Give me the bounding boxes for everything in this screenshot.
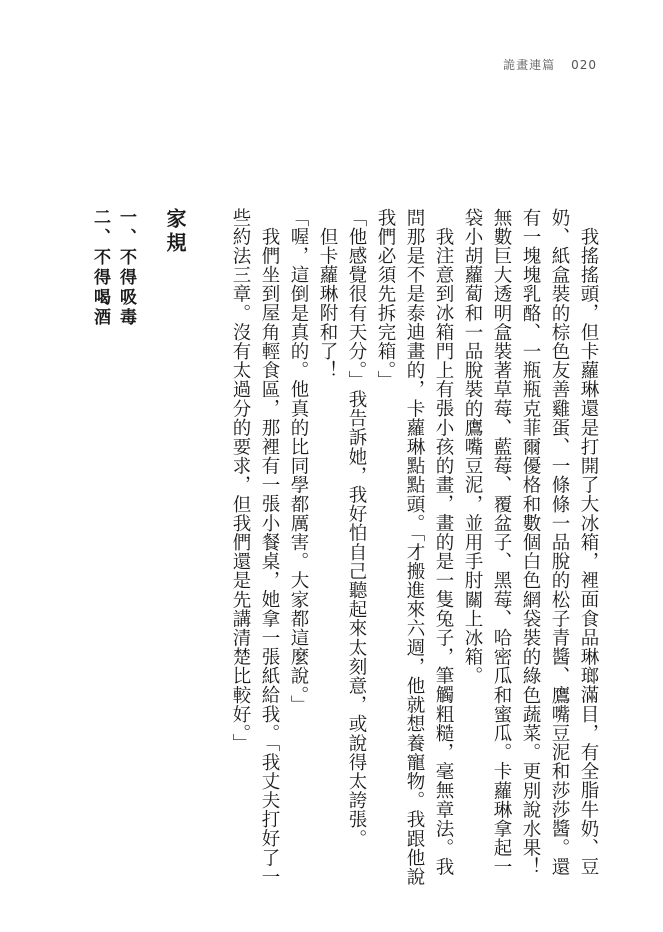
paragraph: 但卡蘿琳附和了！: [317, 226, 338, 380]
body-text: [183, 208, 603, 888]
house-rule-item: 一、不得吸毒: [116, 208, 136, 328]
house-rule-item: 二、不得喝酒: [90, 208, 110, 328]
paragraph: 我搖搖頭，但卡蘿琳還是打開了大冰箱，裡面食品琳瑯滿目，有全脂牛奶、豆奶、紙盒裝的棕色友善雞蛋、一條條一品脫的松子青醬、鷹嘴豆泥和莎莎醬。還有一塊塊乳酪、一瓶瓶克菲爾優格和數個白色網袋裝的綠色蔬菜。更別說水果！無數巨大透明盒裝著草莓、藍莓、覆盆子、黑莓、哈密瓜和蜜瓜。卡蘿琳拿起一袋小胡蘿蔔和一品脫裝的鷹嘴豆泥，並用手肘關上冰箱。: [462, 208, 599, 877]
paragraph: 「他感覺很有天分。」我告訴她，我好怕自己聽起來太刻意，或說得太誇張。: [346, 208, 367, 849]
house-rules-title: 家規: [163, 208, 187, 256]
paragraph: 「喔，這倒是真的。他真的比同學都厲害。大家都這麼說。」: [288, 208, 309, 715]
paragraph: 我們坐到屋角輕食區，那裡有一張小餐桌，她拿一張紙給我。「我丈夫打好了一些約法三章。沒有太過分的要求，但我們還是先講清楚比較好。」: [230, 208, 280, 886]
book-title: 詭畫連篇: [503, 58, 556, 72]
paragraph: 我注意到冰箱門上有張小孩的畫，畫的是一隻兔子，筆觸粗糙，毫無章法。我問那是不是泰迪畫的，卡蘿琳點點頭。「才搬進來六週，他就想養寵物。我跟他說我們必須先拆完箱。」: [375, 208, 454, 887]
running-header: [503, 56, 597, 73]
house-rules-list: [80, 208, 190, 508]
page-number: 020: [571, 58, 597, 72]
